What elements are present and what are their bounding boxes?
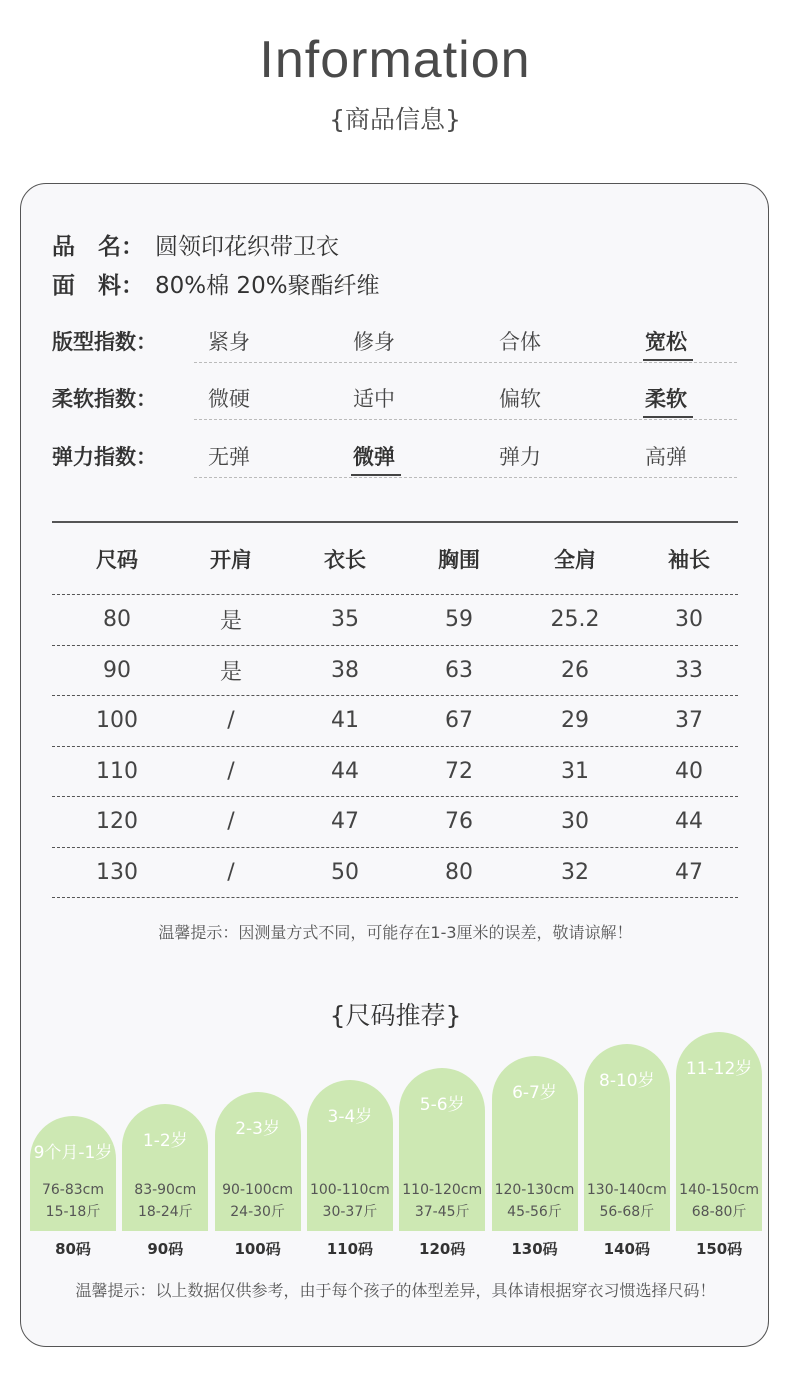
height-range: 110-120cm [402, 1182, 483, 1198]
index-dashed-line [194, 362, 737, 363]
table-row [52, 696, 738, 747]
age-label: 5-6岁 [419, 1095, 465, 1115]
measurement-note: 温馨提示：因测量方式不同，可能存在1-3厘米的误差，敬请谅解！ [158, 923, 633, 942]
table-row [52, 595, 738, 646]
size-code-label: 140码 [603, 1240, 650, 1258]
table-header-cell: 袖长 [668, 547, 710, 572]
table-cell: 110 [96, 758, 138, 784]
footer-note: 温馨提示：以上数据仅供参考，由于每个孩子的体型差异，具体请根据穿衣习惯选择尺码！ [75, 1281, 716, 1300]
size-code-label: 80码 [55, 1240, 91, 1258]
table-body [52, 595, 738, 898]
size-arch [584, 1044, 670, 1231]
size-code-label: 110码 [326, 1240, 374, 1258]
age-label: 1-2岁 [142, 1131, 188, 1151]
table-cell: 120 [96, 809, 138, 835]
softness-index-label: 柔软指数： [52, 387, 157, 411]
size-code-label: 130码 [511, 1240, 558, 1258]
table-cell: 37 [675, 708, 703, 734]
weight-range: 56-68斤 [599, 1204, 655, 1220]
index-option: 修身 [353, 330, 395, 354]
size-arch [215, 1092, 301, 1231]
table-cell: 47 [331, 809, 359, 835]
index-option: 紧身 [208, 330, 250, 354]
table-row [52, 797, 738, 848]
weight-range: 45-56斤 [507, 1204, 562, 1220]
table-cell: / [227, 758, 235, 784]
product-name-line [52, 228, 339, 261]
table-header-cell: 尺码 [96, 547, 138, 572]
elasticity-index-row [52, 441, 737, 481]
table-header-row [52, 523, 738, 595]
info-card [20, 183, 769, 1347]
table-cell: 50 [331, 859, 359, 885]
weight-range: 15-18斤 [45, 1204, 101, 1220]
fabric-label: 面 料： [52, 273, 144, 299]
table-cell: 80 [103, 607, 131, 633]
index-option: 柔软 [645, 383, 687, 413]
index-option: 宽松 [645, 326, 687, 356]
height-range: 140-150cm [679, 1182, 760, 1198]
table-cell: 30 [675, 607, 703, 633]
table-cell: 35 [331, 607, 359, 633]
table-cell: 76 [445, 809, 473, 835]
table-cell: / [227, 708, 235, 734]
table-header-cell: 全肩 [554, 547, 596, 572]
table-cell: 44 [675, 809, 703, 835]
elasticity-index-label: 弹力指数： [52, 445, 157, 469]
height-range: 130-140cm [586, 1182, 667, 1198]
size-arch [30, 1116, 116, 1231]
table-cell: 63 [445, 657, 473, 683]
table-cell: 130 [96, 859, 138, 885]
product-name-value: 圆领印花织带卫衣 [155, 234, 339, 260]
size-code-label: 90码 [147, 1240, 184, 1258]
table-row [52, 646, 738, 697]
size-arch [307, 1080, 393, 1231]
page-subtitle: {商品信息} [329, 105, 461, 134]
size-code-label: 150码 [695, 1240, 743, 1258]
height-range: 76-83cm [41, 1182, 104, 1198]
index-option: 弹力 [499, 445, 541, 469]
size-table [52, 521, 738, 898]
index-option: 适中 [353, 387, 395, 411]
table-cell: 40 [675, 758, 703, 784]
softness-index-row [52, 383, 737, 423]
index-option: 偏软 [499, 387, 541, 411]
weight-range: 24-30斤 [230, 1204, 285, 1220]
age-label: 2-3岁 [235, 1119, 280, 1139]
table-cell: 38 [331, 657, 359, 683]
index-option: 合体 [499, 330, 541, 354]
table-cell: 32 [561, 859, 589, 885]
age-label: 6-7岁 [512, 1083, 557, 1103]
recommend-title: {尺码推荐} [329, 1001, 462, 1030]
size-arch [492, 1056, 578, 1231]
table-cell: 72 [445, 758, 473, 784]
index-dashed-line [194, 477, 737, 478]
fit-index-row [52, 326, 737, 366]
table-cell: 47 [675, 859, 703, 885]
table-cell: 41 [331, 708, 359, 734]
table-header-cell: 开肩 [210, 547, 252, 572]
age-label: 8-10岁 [599, 1071, 655, 1091]
weight-range: 68-80斤 [691, 1204, 747, 1220]
index-option: 无弹 [208, 445, 250, 469]
page-title: Information [259, 31, 531, 89]
table-row [52, 848, 738, 899]
table-cell: 90 [103, 657, 131, 683]
size-code-label: 120码 [419, 1240, 466, 1258]
table-header-cell: 胸围 [438, 547, 480, 572]
height-range: 100-110cm [309, 1182, 390, 1198]
fabric-line [52, 267, 380, 300]
size-arch [122, 1104, 208, 1231]
table-cell: 31 [561, 758, 589, 784]
age-label: 3-4岁 [327, 1107, 373, 1127]
index-option: 微弹 [353, 441, 395, 471]
weight-range: 18-24斤 [137, 1204, 193, 1220]
weight-range: 37-45斤 [414, 1204, 470, 1220]
index-option: 高弹 [645, 445, 687, 469]
height-range: 120-130cm [494, 1182, 575, 1198]
table-cell: 26 [561, 657, 589, 683]
index-option: 微硬 [208, 387, 250, 411]
size-code-label: 100码 [234, 1240, 281, 1258]
table-cell: 是 [219, 609, 242, 635]
height-range: 90-100cm [222, 1182, 294, 1198]
table-cell: / [227, 809, 235, 835]
size-arch [676, 1032, 762, 1231]
fit-index-label: 版型指数： [52, 330, 157, 354]
height-range: 83-90cm [134, 1182, 197, 1198]
table-header-cell: 衣长 [324, 547, 366, 572]
table-cell: 30 [561, 809, 589, 835]
fabric-value: 80%棉 20%聚酯纤维 [155, 273, 380, 299]
age-label: 9个月-1岁 [33, 1143, 113, 1163]
table-cell: 是 [219, 659, 242, 685]
product-name-label: 品 名： [52, 234, 144, 260]
table-cell: 33 [675, 657, 703, 683]
table-cell: 29 [561, 708, 589, 734]
table-cell: 59 [445, 607, 473, 633]
table-cell: / [227, 859, 235, 885]
table-row [52, 747, 738, 798]
age-label: 11-12岁 [685, 1059, 753, 1079]
size-arch [399, 1068, 485, 1231]
table-cell: 67 [445, 708, 473, 734]
weight-range: 30-37斤 [322, 1204, 378, 1220]
index-dashed-line [194, 419, 737, 420]
table-cell: 44 [331, 758, 359, 784]
table-cell: 25.2 [550, 607, 600, 633]
table-cell: 100 [96, 708, 138, 734]
table-cell: 80 [445, 859, 473, 885]
